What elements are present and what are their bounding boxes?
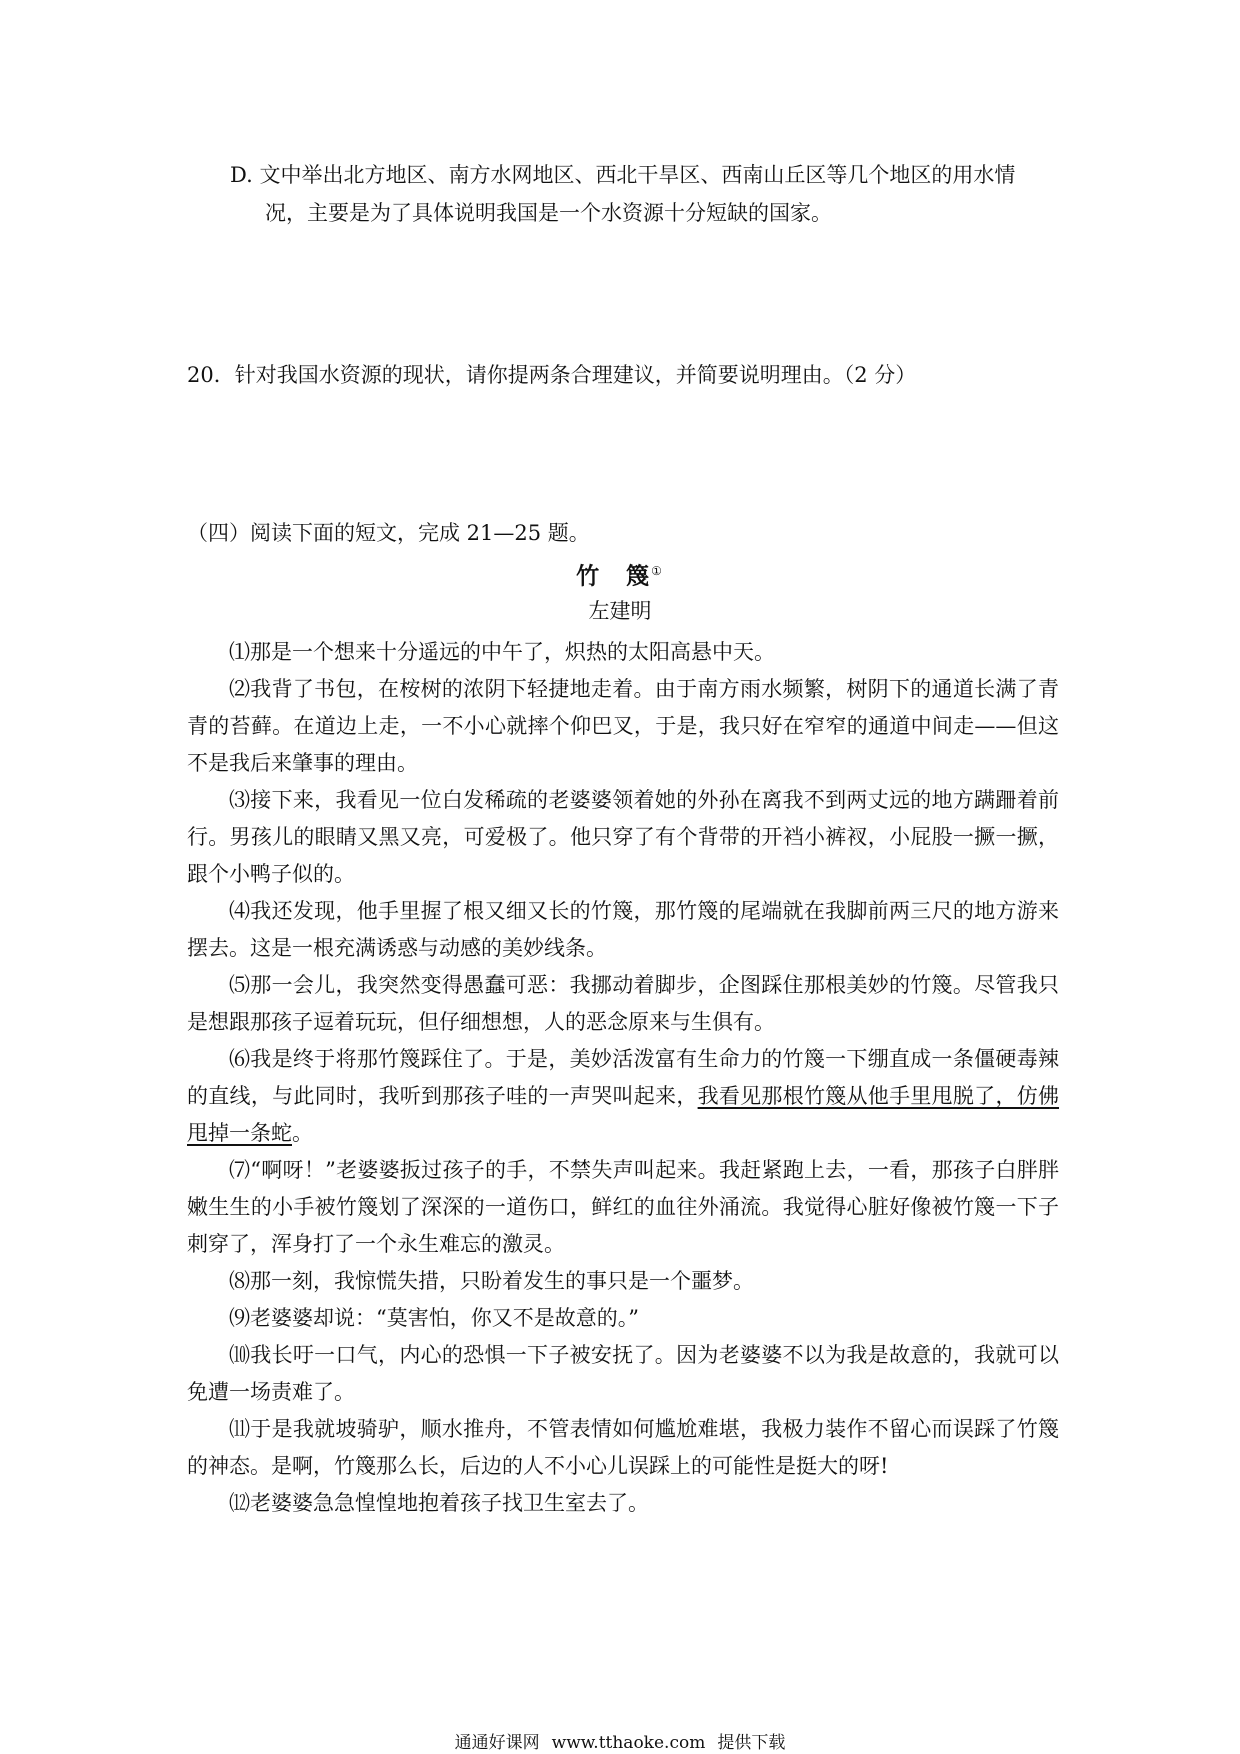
footer-url[interactable]: www.tthaoke.com [551, 1733, 706, 1753]
paragraph-3: ⑶接下来，我看见一位白发稀疏的老婆婆领着她的外孙在离我不到两丈远的地方蹒跚着前行。男孩儿的眼睛又黑又亮，可爱极了。他只穿了有个背带的开裆小裤衩，小屁股一撅一撅，跟个小鸭子似的。 [187, 788, 1059, 886]
paragraph-8: ⑻那一刻，我惊慌失措，只盼着发生的事只是一个噩梦。 [229, 1269, 754, 1293]
section-4-heading: （四）阅读下面的短文，完成 21—25 题。 [187, 521, 590, 545]
article-title [0, 556, 1240, 592]
option-d-line-2: 况，主要是为了具体说明我国是一个水资源十分短缺的国家。 [265, 201, 832, 225]
paragraph-6-end: 。 [292, 1121, 313, 1145]
footer-suffix: 提供下载 [717, 1733, 786, 1753]
paragraph-6-text: ⑹我是终于将那竹篾踩住了。于是，美妙活泼富有生命力的竹篾一下绷直成一条僵硬毒辣的直线，与此同时，我听到那孩子哇的一声哭叫起来， [187, 1047, 1059, 1108]
article-author: 左建明 [588, 599, 652, 623]
title-footnote-marker: ① [651, 564, 664, 578]
question-20: 20．针对我国水资源的现状，请你提两条合理建议，并简要说明理由。（2 分） [187, 363, 917, 387]
page-footer [0, 1728, 1240, 1753]
article-title-text: 竹 篾 [576, 562, 652, 590]
paragraph-12: ⑿老婆婆急急惶惶地抱着孩子找卫生室去了。 [229, 1491, 649, 1515]
paragraph-5: ⑸那一会儿，我突然变得愚蠢可恶：我挪动着脚步，企图踩住那根美妙的竹篾。尽管我只是想跟那孩子逗着玩玩，但仔细想想，人的恶念原来与生俱有。 [187, 973, 1059, 1034]
option-d-line-1: D. 文中举出北方地区、南方水网地区、西北干旱区、西南山丘区等几个地区的用水情 [230, 163, 1016, 187]
paragraph-4: ⑷我还发现，他手里握了根又细又长的竹篾，那竹篾的尾端就在我脚前两三尺的地方游来摆去。这是一根充满诱惑与动感的美妙线条。 [187, 899, 1059, 960]
paragraph-1: ⑴那是一个想来十分遥远的中午了，炽热的太阳高悬中天。 [229, 640, 775, 664]
paragraph-6-underlined-sentence: 我看见那根竹篾从他手里甩脱了，仿佛甩掉一条蛇 [187, 1084, 1060, 1145]
footer-site-name: 通通好课网 [454, 1733, 540, 1753]
paragraph-10: ⑽我长吁一口气，内心的恐惧一下子被安抚了。因为老婆婆不以为我是故意的，我就可以免遭一场责难了。 [187, 1343, 1059, 1404]
paragraph-7: ⑺“啊呀！”老婆婆扳过孩子的手，不禁失声叫起来。我赶紧跑上去，一看，那孩子白胖胖嫩生生的小手被竹篾划了深深的一道伤口，鲜红的血往外涌流。我觉得心脏好像被竹篾一下子刺穿了，浑身打了一个永生难忘的激灵。 [187, 1158, 1059, 1256]
paragraph-11: ⑾于是我就坡骑驴，顺水推舟，不管表情如何尴尬难堪，我极力装作不留心而误踩了竹篾的神态。是啊，竹篾那么长，后边的人不小心儿误踩上的可能性是挺大的呀! [187, 1417, 1059, 1478]
paragraph-6 [187, 1041, 1059, 1152]
paragraph-9: ⑼老婆婆却说：“莫害怕，你又不是故意的。” [229, 1306, 639, 1330]
paragraph-2: ⑵我背了书包，在桉树的浓阴下轻捷地走着。由于南方雨水频繁，树阴下的通道长满了青青的苔藓。在道边上走，一不小心就摔个仰巴叉，于是，我只好在窄窄的通道中间走——但这不是我后来肇事的理由。 [187, 677, 1059, 775]
